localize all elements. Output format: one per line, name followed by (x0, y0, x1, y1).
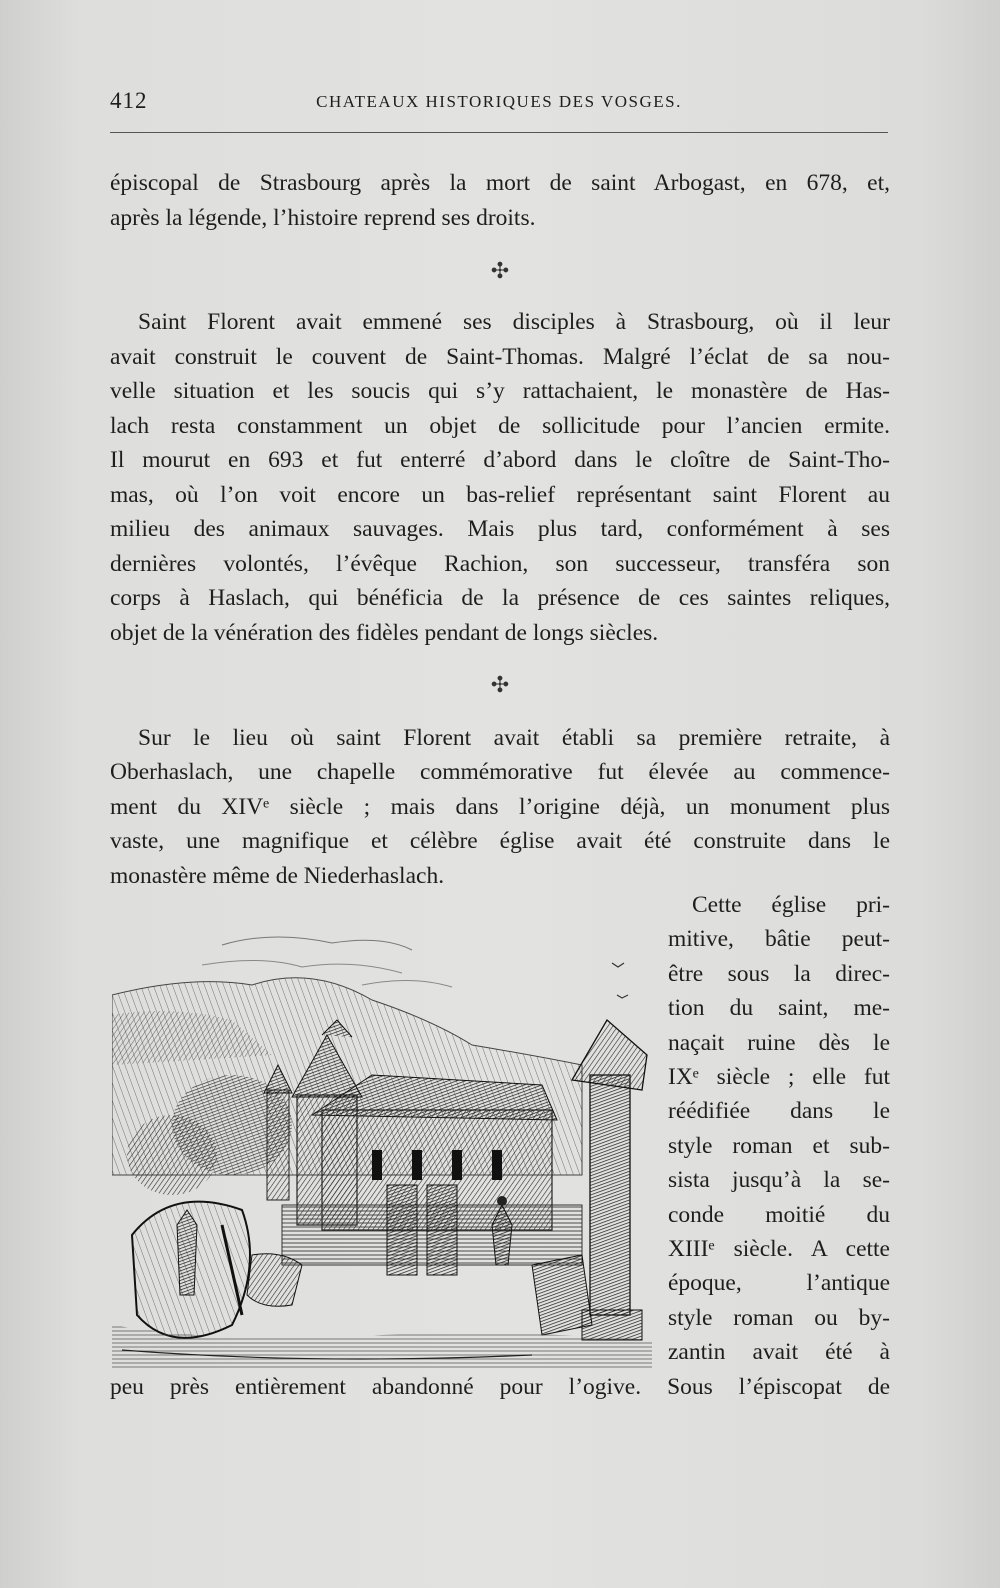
para2-line-9: corps à Haslach, qui bénéficia de la présence de ces saintes reliques, (110, 585, 890, 611)
para2-line-4: lach resta constamment un objet de sollicitude pour l’ancien ermite. (110, 413, 890, 439)
para3-line-2: Oberhaslach, une chapelle commémorative fut élevée au commence- (110, 759, 890, 785)
side-line: conde moitié du (668, 1201, 890, 1228)
para1-line-2: après la légende, l’histoire reprend ses droits. (110, 205, 536, 231)
side-line: mitive, bâtie peut- (668, 926, 890, 953)
side-line: style roman ou by- (668, 1304, 890, 1331)
side-line: XIIIᵉ siècle. A cette (668, 1235, 890, 1262)
para4-last-line: peu près entièrement abandonné pour l’ogive. Sous l’épiscopat de (110, 1374, 890, 1400)
side-line: réédifiée dans le (668, 1098, 890, 1125)
side-line: IXᵉ siècle ; elle fut (668, 1063, 890, 1090)
side-line: tion du saint, me- (668, 995, 890, 1022)
side-line: Cette église pri- (692, 892, 890, 918)
side-line: sista jusqu’à la se- (668, 1167, 890, 1194)
para2-line-8: dernières volontés, l’évêque Rachion, son successeur, transféra son (110, 551, 890, 577)
fleuron-ornament-2: ✣ (490, 672, 510, 697)
side-line: époque, l’antique (668, 1270, 890, 1297)
para2-line-3: velle situation et les soucis qui s’y rattachaient, le monastère de Has- (110, 378, 890, 404)
header-rule (110, 132, 888, 133)
para2-line-5: Il mourut en 693 et fut enterré d’abord dans le cloître de Saint-Tho- (110, 447, 890, 473)
para2-line-7: milieu des animaux sauvages. Mais plus tard, conformément à ses (110, 516, 890, 542)
side-line: naçait ruine dès le (668, 1029, 890, 1056)
para3-line-5: monastère même de Niederhaslach. (110, 863, 445, 889)
page-number: 412 (110, 88, 148, 113)
para3-line-3: ment du XIVᵉ siècle ; mais dans l’origine déjà, un monument plus (110, 794, 890, 820)
para2-line-10: objet de la vénération des fidèles pendant de longs siècles. (110, 620, 659, 646)
para3-line-1: Sur le lieu où saint Florent avait établi sa première retraite, à (138, 725, 890, 751)
side-line: style roman et sub- (668, 1132, 890, 1159)
running-head (110, 88, 888, 118)
para3-line-4: vaste, une magnifique et célèbre église avait été construite dans le (110, 828, 890, 854)
fleuron-ornament: ✣ (490, 258, 510, 283)
para1-line-1: épiscopal de Strasbourg après la mort de saint Arbogast, en 678, et, (110, 170, 890, 196)
side-line: être sous la direc- (668, 960, 890, 987)
header-title: CHATEAUX HISTORIQUES DES VOSGES. (316, 92, 682, 111)
side-line: zantin avait été à (668, 1339, 890, 1366)
para2-line-6: mas, où l’on voit encore un bas-relief représentant saint Florent au (110, 482, 890, 508)
church-engraving-illustration (112, 925, 652, 1370)
side-column-text (668, 888, 890, 1369)
para2-line-2: avait construit le couvent de Saint-Thomas. Malgré l’éclat de sa nou- (110, 344, 890, 370)
para2-line-1: Saint Florent avait emmené ses disciples à Strasbourg, où il leur (138, 309, 890, 335)
